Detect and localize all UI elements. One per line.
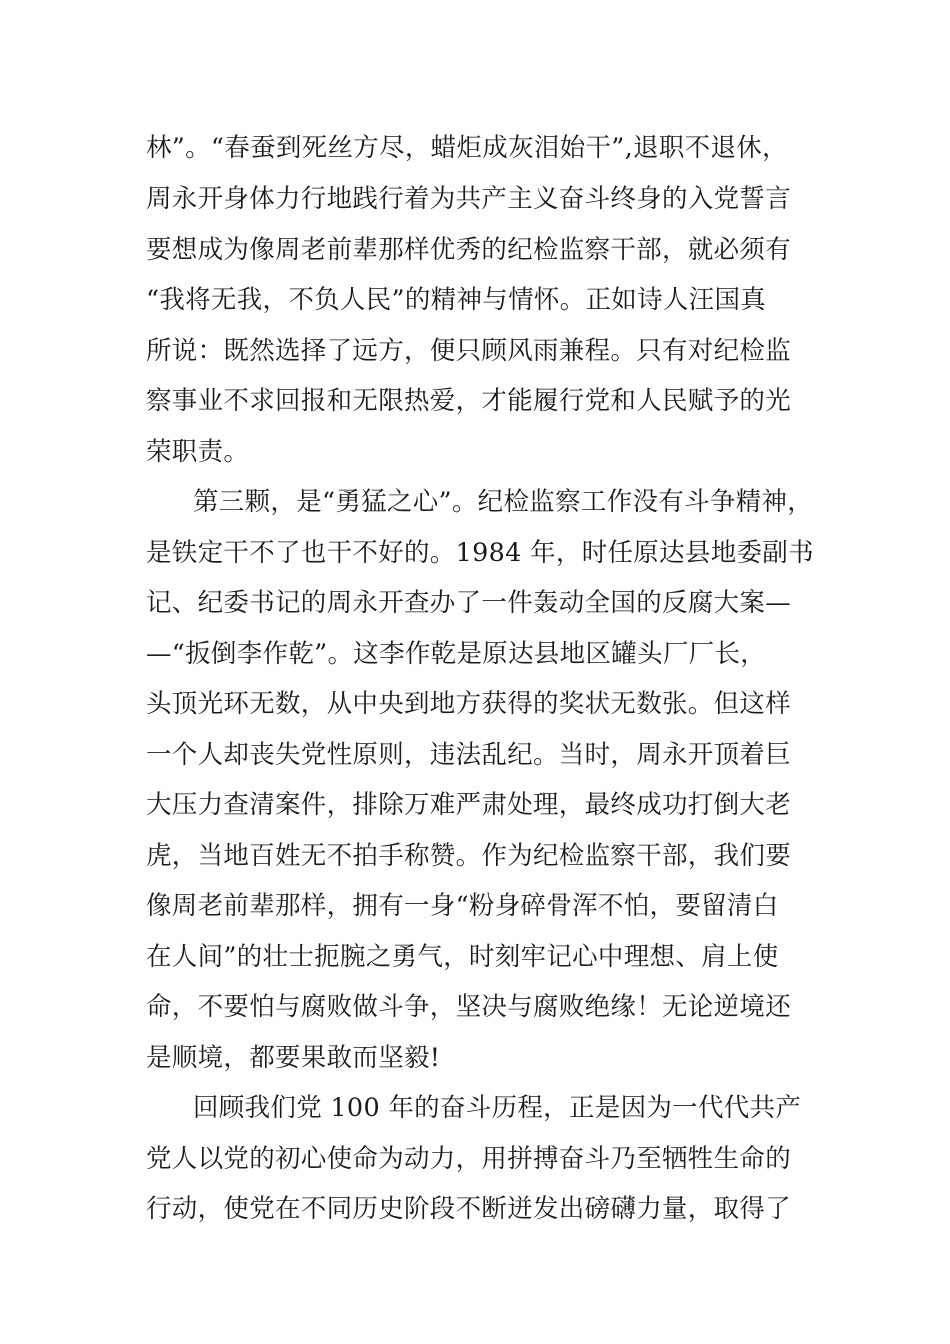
text-line: 头顶光环无数，从中央到地方获得的奖状无数张。但这样 (146, 689, 792, 719)
text-line: 记、纪委书记的周永开查办了一件轰动全国的反腐大案— (146, 588, 792, 618)
text-line: 所说：既然选择了远方，便只顾风雨兼程。只有对纪检监 (146, 336, 792, 366)
text-line: 周永开身体力行地践行着为共产主义奋斗终身的入党誓言 (146, 184, 792, 214)
text-line: 在人间”的壮士扼腕之勇气，时刻牢记心中理想、肩上使 (146, 942, 779, 972)
paragraph-start-line: 回顾我们党 100 年的奋斗历程，正是因为一代代共产 (193, 1093, 802, 1123)
text-line: 荣职责。 (146, 437, 250, 467)
text-line: 大压力查清案件，排除万难严肃处理，最终成功打倒大老 (146, 790, 792, 820)
text-line: 党人以党的初心使命为动力，用拼搏奋斗乃至牺牲生命的 (146, 1144, 792, 1174)
text-line: 要想成为像周老前辈那样优秀的纪检监察干部，就必须有 (146, 235, 792, 265)
text-line: 行动，使党在不同历史阶段不断迸发出磅礴力量，取得了 (146, 1194, 792, 1224)
text-line: 像周老前辈那样，拥有一身“粉身碎骨浑不怕，要留清白 (146, 891, 779, 921)
text-line: 是铁定干不了也干不好的。1984 年，时任原达县地委副书 (146, 538, 814, 568)
text-line: 虎，当地百姓无不拍手称赞。作为纪检监察干部，我们要 (146, 841, 792, 871)
text-line: 是顺境，都要果敢而坚毅! (146, 1043, 441, 1073)
text-line: “我将无我，不负人民”的精神与情怀。正如诗人汪国真 (146, 285, 767, 315)
text-line: 察事业不求回报和无限热爱，才能履行党和人民赋予的光 (146, 386, 792, 416)
text-line: —“扳倒李作乾”。这李作乾是原达县地区罐头厂厂长， (146, 639, 767, 669)
text-line: 一个人却丧失党性原则，违法乱纪。当时，周永开顶着巨 (146, 740, 792, 770)
text-line: 命，不要怕与腐败做斗争，坚决与腐败绝缘！无论逆境还 (146, 992, 792, 1022)
text-line: 林”。“春蚕到死丝方尽，蜡炬成灰泪始干”,退职不退休， (146, 133, 788, 163)
paragraph-start-line: 第三颗，是“勇猛之心”。纪检监察工作没有斗争精神， (193, 487, 814, 517)
